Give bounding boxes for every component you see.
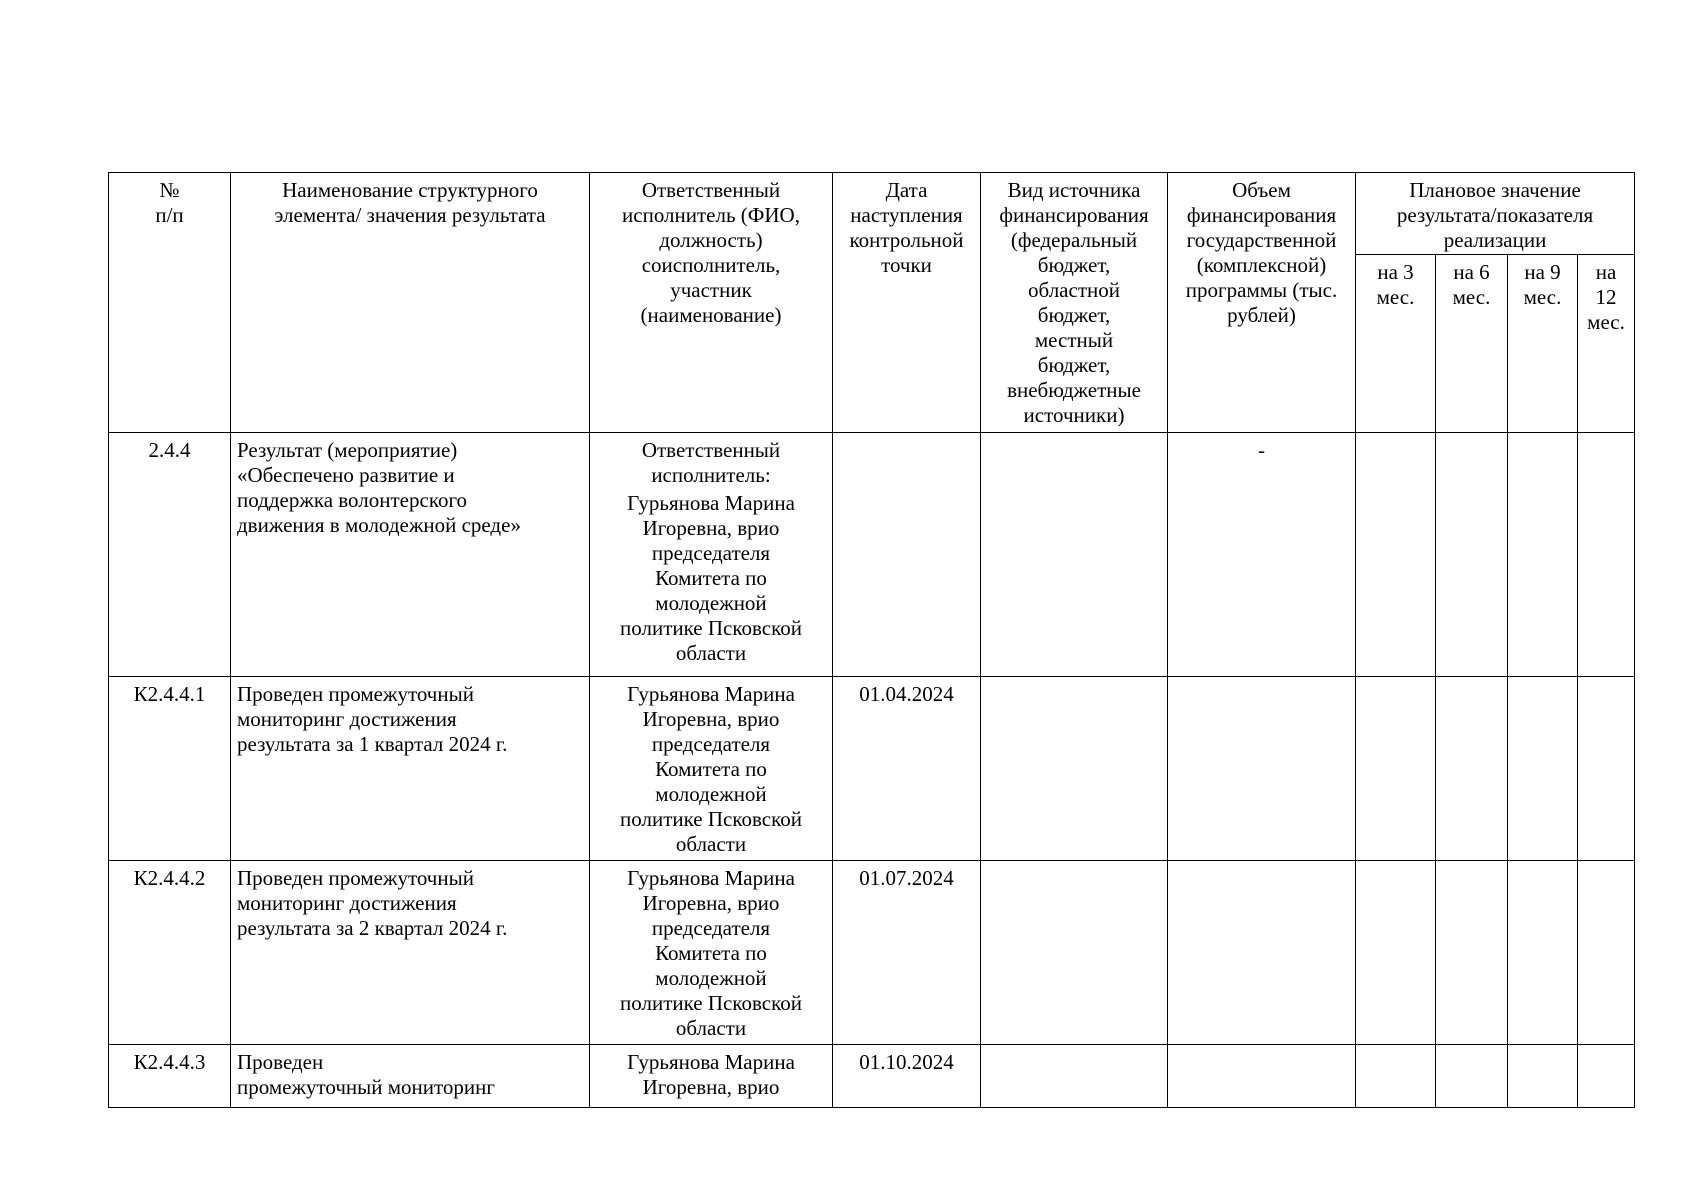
row-name: Проведен промежуточный мониторинг достижения результата за 1 квартал 2024 г. [231,677,590,861]
responsible-label: Ответственный исполнитель: [641,438,781,487]
row-source [981,861,1168,1045]
header-plan-3: на 3 мес. [1356,255,1436,433]
table-row [109,1045,1635,1108]
row-date: 01.04.2024 [833,677,981,861]
row-name: Результат (мероприятие) «Обеспечено развитие и поддержка волонтерского движения в молодежной среде» [231,433,590,677]
row-plan-3 [1356,1045,1436,1108]
header-name: Наименование структурного элемента/ значения результата [231,173,590,433]
row-source [981,677,1168,861]
row-responsible: Гурьянова Марина Игоревна, врио председателя Комитета по молодежной политике Псковской области [590,861,833,1045]
header-source: Вид источника финансирования (федеральный бюджет, областной бюджет, местный бюджет, внебюджетные источники) [981,173,1168,433]
header-plan-6: на 6 мес. [1436,255,1508,433]
row-plan-9 [1508,861,1578,1045]
header-row [109,173,1635,255]
row-plan-6 [1436,433,1508,677]
row-plan-6 [1436,861,1508,1045]
row-num: 2.4.4 [109,433,231,677]
row-responsible [590,433,833,677]
row-plan-3 [1356,861,1436,1045]
row-volume [1168,1045,1356,1108]
row-plan-12 [1578,433,1635,677]
row-volume [1168,677,1356,861]
responsible-person: Гурьянова Марина Игоревна, врио председателя Комитета по молодежной политике Псковской области [620,491,802,665]
header-plan: Плановое значение результата/показателя реализации [1356,173,1635,255]
plan-table [108,172,1635,1108]
row-plan-6 [1436,677,1508,861]
table-row [109,433,1635,677]
row-responsible: Гурьянова Марина Игоревна, врио председателя Комитета по молодежной политике Псковской области [590,677,833,861]
table-row [109,677,1635,861]
header-plan-12: на 12 мес. [1578,255,1635,433]
row-plan-12 [1578,861,1635,1045]
row-plan-12 [1578,1045,1635,1108]
row-responsible: Гурьянова Марина Игоревна, врио [590,1045,833,1108]
row-num: К2.4.4.3 [109,1045,231,1108]
header-responsible: Ответственный исполнитель (ФИО, должность) соисполнитель, участник (наименование) [590,173,833,433]
row-name: Проведен промежуточный мониторинг достижения результата за 2 квартал 2024 г. [231,861,590,1045]
row-num: К2.4.4.2 [109,861,231,1045]
row-name: Проведен промежуточный мониторинг [231,1045,590,1108]
header-num: № п/п [109,173,231,433]
row-plan-6 [1436,1045,1508,1108]
row-volume: - [1168,433,1356,677]
header-date: Дата наступления контрольной точки [833,173,981,433]
row-volume [1168,861,1356,1045]
header-volume: Объем финансирования государственной (комплексной) программы (тыс. рублей) [1168,173,1356,433]
row-source [981,1045,1168,1108]
row-date: 01.07.2024 [833,861,981,1045]
row-plan-3 [1356,677,1436,861]
row-plan-9 [1508,677,1578,861]
header-plan-9: на 9 мес. [1508,255,1578,433]
row-date [833,433,981,677]
row-date: 01.10.2024 [833,1045,981,1108]
row-source [981,433,1168,677]
row-num: К2.4.4.1 [109,677,231,861]
row-plan-3 [1356,433,1436,677]
row-plan-9 [1508,433,1578,677]
row-plan-12 [1578,677,1635,861]
row-plan-9 [1508,1045,1578,1108]
table-row [109,861,1635,1045]
